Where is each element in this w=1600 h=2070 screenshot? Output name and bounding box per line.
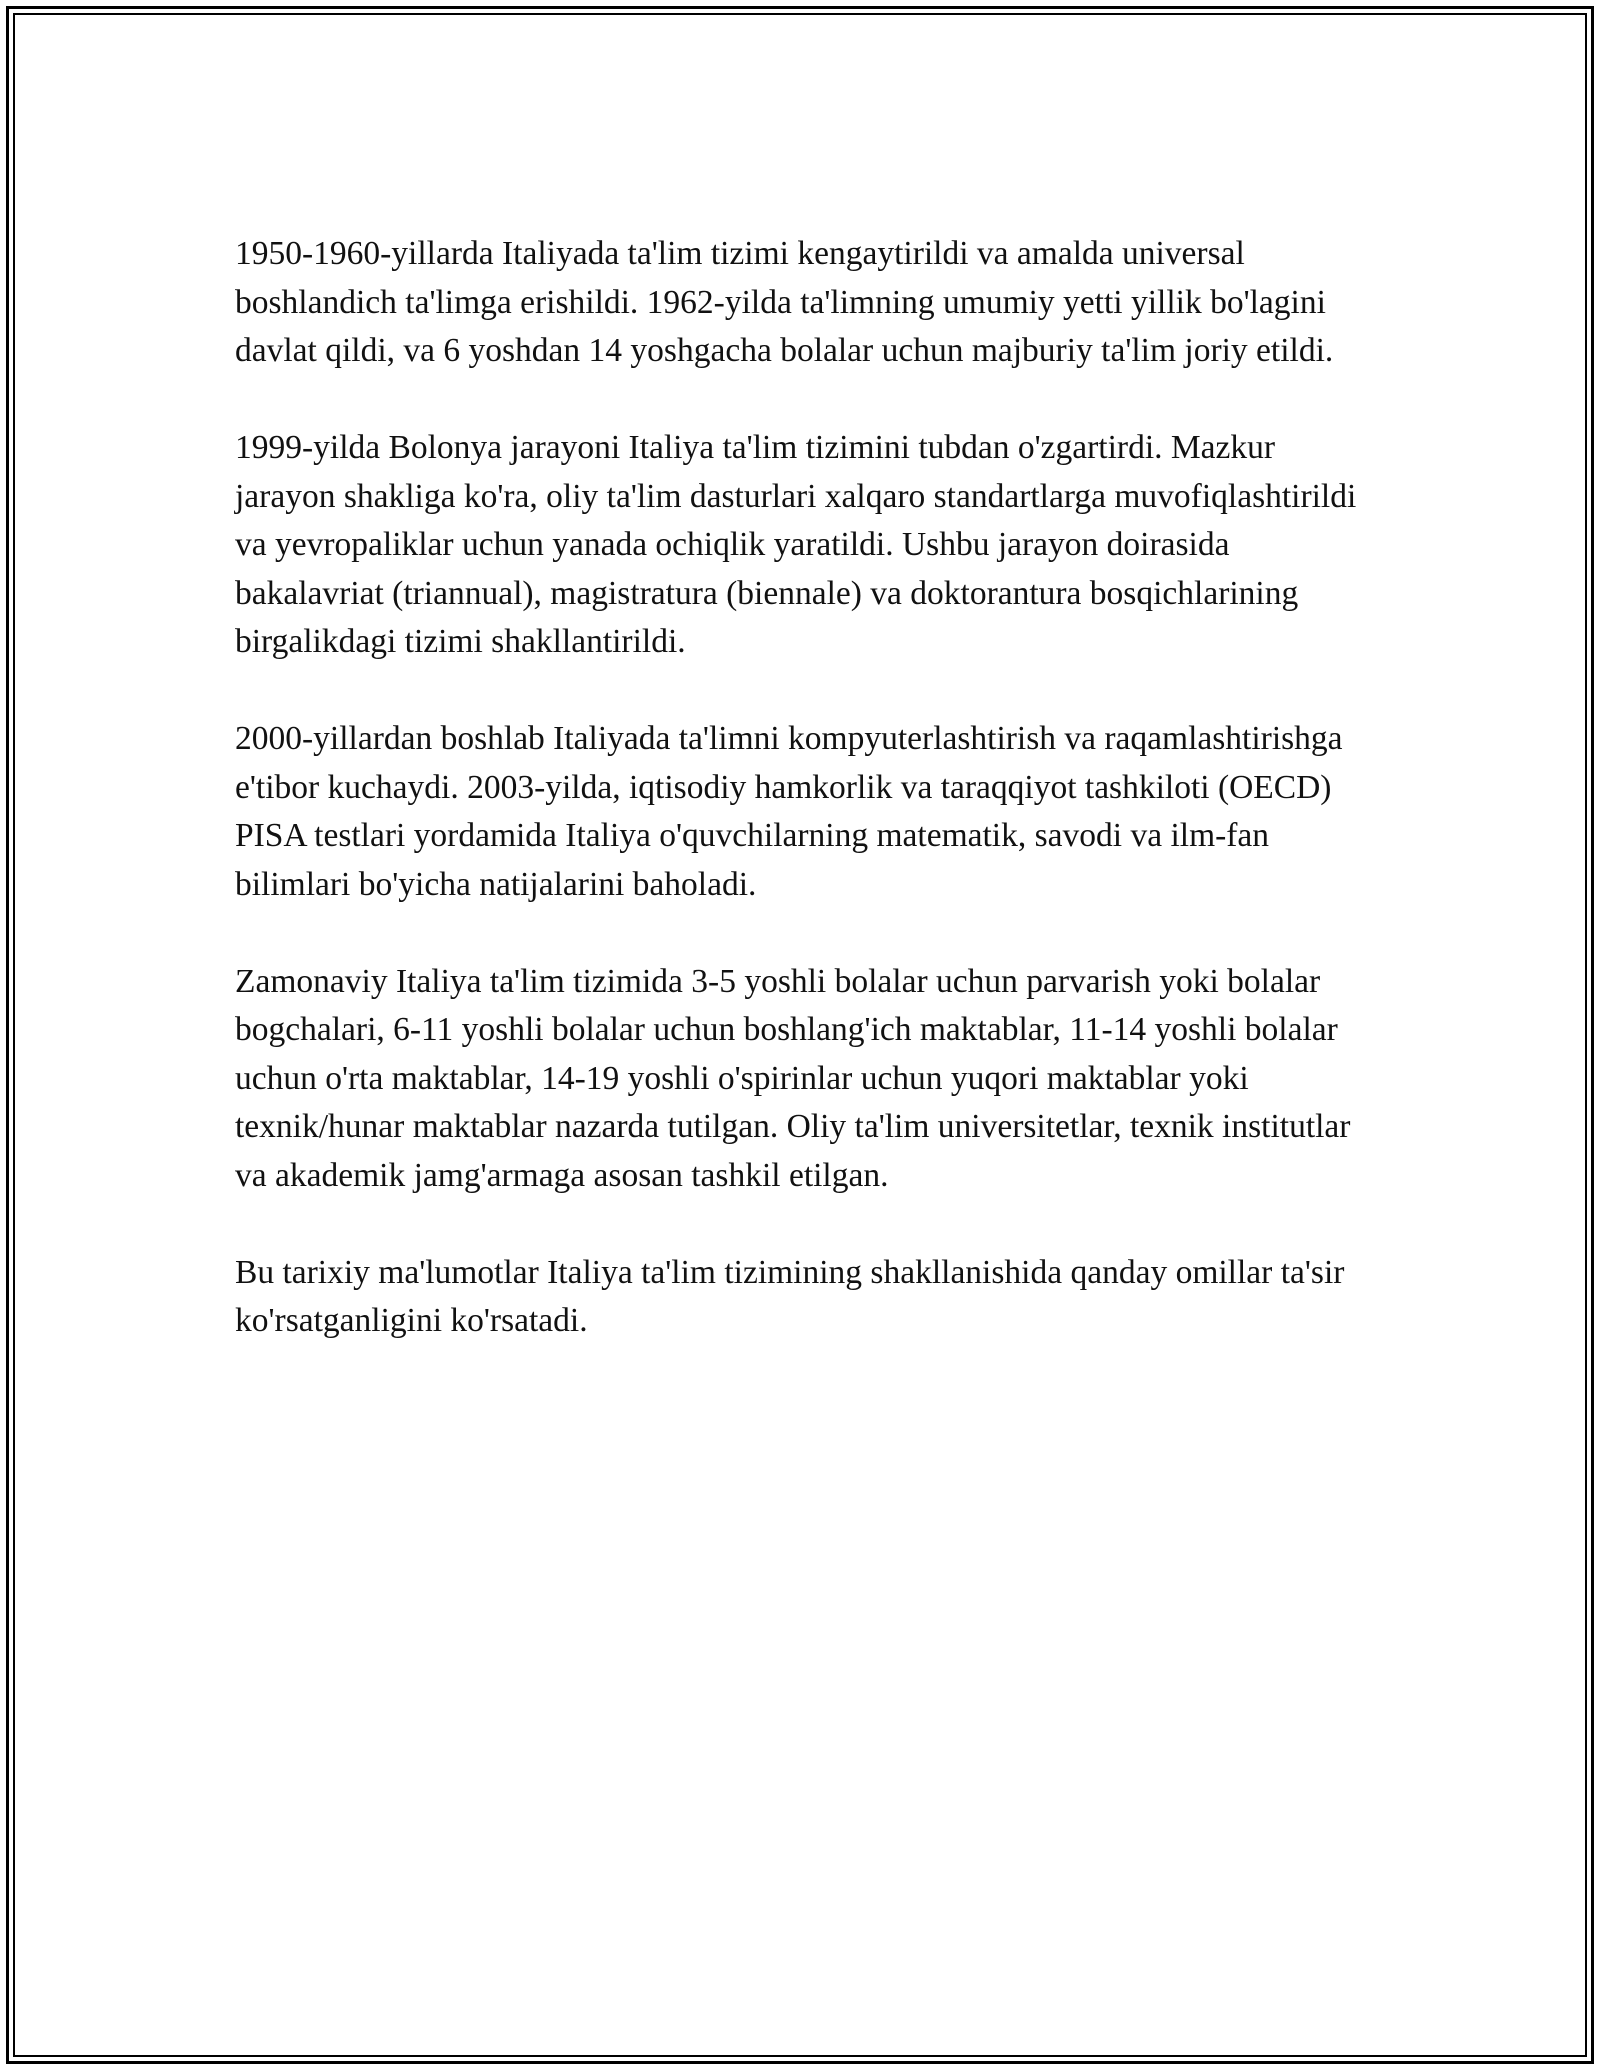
- paragraph-bologna-process: 1999-yilda Bolonya jarayoni Italiya ta'lim tizimini tubdan o'zgartirdi. Mazkur jarayon shakliga ko'ra, oliy ta'lim dasturlari xalqaro standartlarga muvofiqlashtirildi va yevropaliklar uchun yanada ochiqlik yaratildi. Ushbu jarayon doirasida bakalavriat (triannual), magistratura (biennale) va doktorantura bosqichlarining birgalikdagi tizimi shakllantirildi.: [235, 429, 1357, 660]
- paragraph-conclusion: Bu tarixiy ma'lumotlar Italiya ta'lim tizimining shakllanishida qanday omillar ta'sir ko'rsatganligini ko'rsatadi.: [235, 1253, 1345, 1339]
- paragraph-modern-system: Zamonaviy Italiya ta'lim tizimida 3-5 yoshli bolalar uchun parvarish yoki bolalar bogchalari, 6-11 yoshli bolalar uchun boshlang'ich maktablar, 11-14 yoshli bolalar uchun o'rta maktablar, 14-19 yoshli o'spirinlar uchun yuqori maktablar yoki texnik/hunar maktablar nazarda tutilgan. Oliy ta'lim universitetlar, texnik institutlar va akademik jamg'armaga asosan tashkil etilgan.: [235, 962, 1351, 1194]
- document-body: [235, 230, 1365, 1346]
- paragraph-digitalization: 2000-yillardan boshlab Italiyada ta'limni kompyuterlashtirish va raqamlashtirishga e'tibor kuchaydi. 2003-yilda, iqtisodiy hamkorlik va taraqqiyot tashkiloti (OECD) PISA testlari yordamida Italiya o'quvchilarning matematik, savodi va ilm-fan bilimlari bo'yicha natijalarini baholadi.: [235, 720, 1343, 903]
- paragraph-1950-1960: 1950-1960-yillarda Italiyada ta'lim tizimi kengaytirildi va amalda universal boshlandich ta'limga erishildi. 1962-yilda ta'limning umumiy yetti yillik bo'lagini davlat qildi, va 6 yoshdan 14 yoshgacha bolalar uchun majburiy ta'lim joriy etildi.: [235, 235, 1334, 369]
